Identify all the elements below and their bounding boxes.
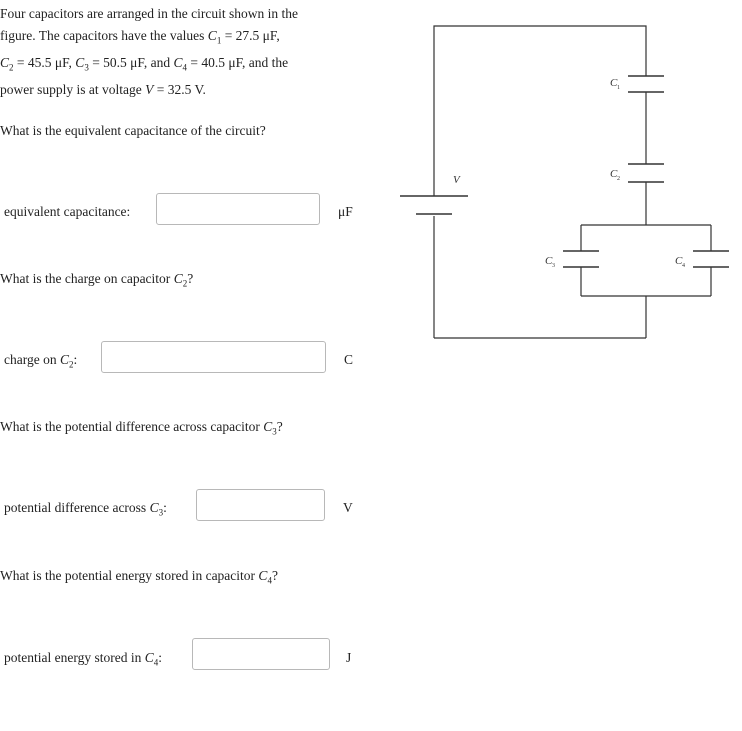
- charge-c2-input[interactable]: [101, 341, 326, 373]
- question-potential-difference-c3: [0, 418, 283, 441]
- intro-line-1: Four capacitors are arranged in the circuit shown in the: [0, 6, 299, 21]
- value-c4: = 40.5 μF, and the: [186, 55, 289, 71]
- label-text: potential difference across: [4, 500, 150, 515]
- sub-4: 4: [182, 62, 187, 73]
- intro-line-2: figure. The capacitors have the values: [0, 28, 208, 44]
- unit-joule: J: [346, 650, 352, 665]
- battery-symbol: [400, 196, 468, 214]
- potential-difference-c3-input[interactable]: [196, 489, 325, 521]
- sub-4: 4: [153, 657, 159, 668]
- label-colon: :: [163, 500, 167, 515]
- label-c4-sub: 4: [682, 263, 685, 269]
- problem-statement: [0, 3, 340, 101]
- question-equivalent-capacitance: What is the equivalent capacitance of the circuit?: [0, 123, 266, 138]
- question-text: What is the potential difference across capacitor: [0, 419, 264, 434]
- symbol-c2: C: [0, 55, 10, 71]
- value-c1: = 27.5 μF,: [221, 28, 280, 44]
- sub-3: 3: [84, 62, 89, 73]
- sub-3: 3: [158, 507, 164, 518]
- label-colon: :: [73, 352, 78, 367]
- label-c1: C: [610, 77, 618, 89]
- symbol-c4: C: [173, 55, 183, 71]
- label-c1-sub: 1: [617, 85, 620, 91]
- symbol-c1: C: [207, 28, 217, 44]
- value-c3: = 50.5 μF, and: [88, 55, 174, 71]
- question-end: ?: [271, 568, 278, 583]
- label-colon: :: [158, 650, 162, 665]
- symbol-c4: C: [258, 568, 268, 583]
- question-text: What is the potential energy stored in capacitor: [0, 568, 259, 583]
- label-c3-sub: 3: [552, 263, 555, 269]
- sub-2: 2: [69, 359, 74, 370]
- sub-4: 4: [267, 575, 272, 586]
- label-battery-v: V: [453, 174, 460, 186]
- answer-label-potential-difference-c3: [4, 499, 167, 522]
- sub-2: 2: [9, 62, 14, 73]
- symbol-c3: C: [263, 419, 273, 434]
- symbol-c4: C: [144, 650, 154, 665]
- sub-2: 2: [182, 278, 188, 289]
- label-c3: C: [545, 255, 553, 267]
- symbol-c2: C: [173, 271, 183, 286]
- label-text: potential energy stored in: [4, 650, 145, 665]
- symbol-c3: C: [75, 55, 85, 71]
- answer-label-charge-c2: [4, 351, 77, 374]
- energy-c4-input[interactable]: [192, 638, 330, 670]
- value-c2: = 45.5 μF,: [13, 55, 76, 71]
- sub-1: 1: [216, 35, 222, 46]
- label-c2: C: [610, 168, 618, 180]
- answer-label-energy-c4: [4, 649, 162, 672]
- question-text: What is the charge on capacitor: [0, 271, 174, 286]
- label-c2-sub: 2: [617, 176, 620, 182]
- question-charge-c2: [0, 270, 193, 293]
- sub-3: 3: [272, 426, 277, 437]
- intro-line-4: power supply is at voltage: [0, 81, 146, 97]
- question-energy-c4: [0, 567, 278, 590]
- equivalent-capacitance-input[interactable]: [156, 193, 320, 225]
- label-text: charge on: [4, 352, 60, 367]
- value-v: = 32.5 V.: [153, 81, 206, 97]
- symbol-c2: C: [59, 352, 69, 367]
- circuit-wires: [434, 26, 711, 338]
- unit-microfarad: μF: [338, 204, 353, 219]
- symbol-v: V: [145, 81, 154, 97]
- circuit-diagram: [398, 20, 738, 350]
- unit-coulomb: C: [344, 352, 354, 367]
- question-end: ?: [276, 419, 283, 434]
- answer-label-equivalent-capacitance: equivalent capacitance:: [4, 204, 131, 219]
- label-c4: C: [675, 255, 683, 267]
- unit-volt: V: [343, 500, 353, 515]
- question-end: ?: [187, 271, 194, 286]
- symbol-c3: C: [149, 500, 159, 515]
